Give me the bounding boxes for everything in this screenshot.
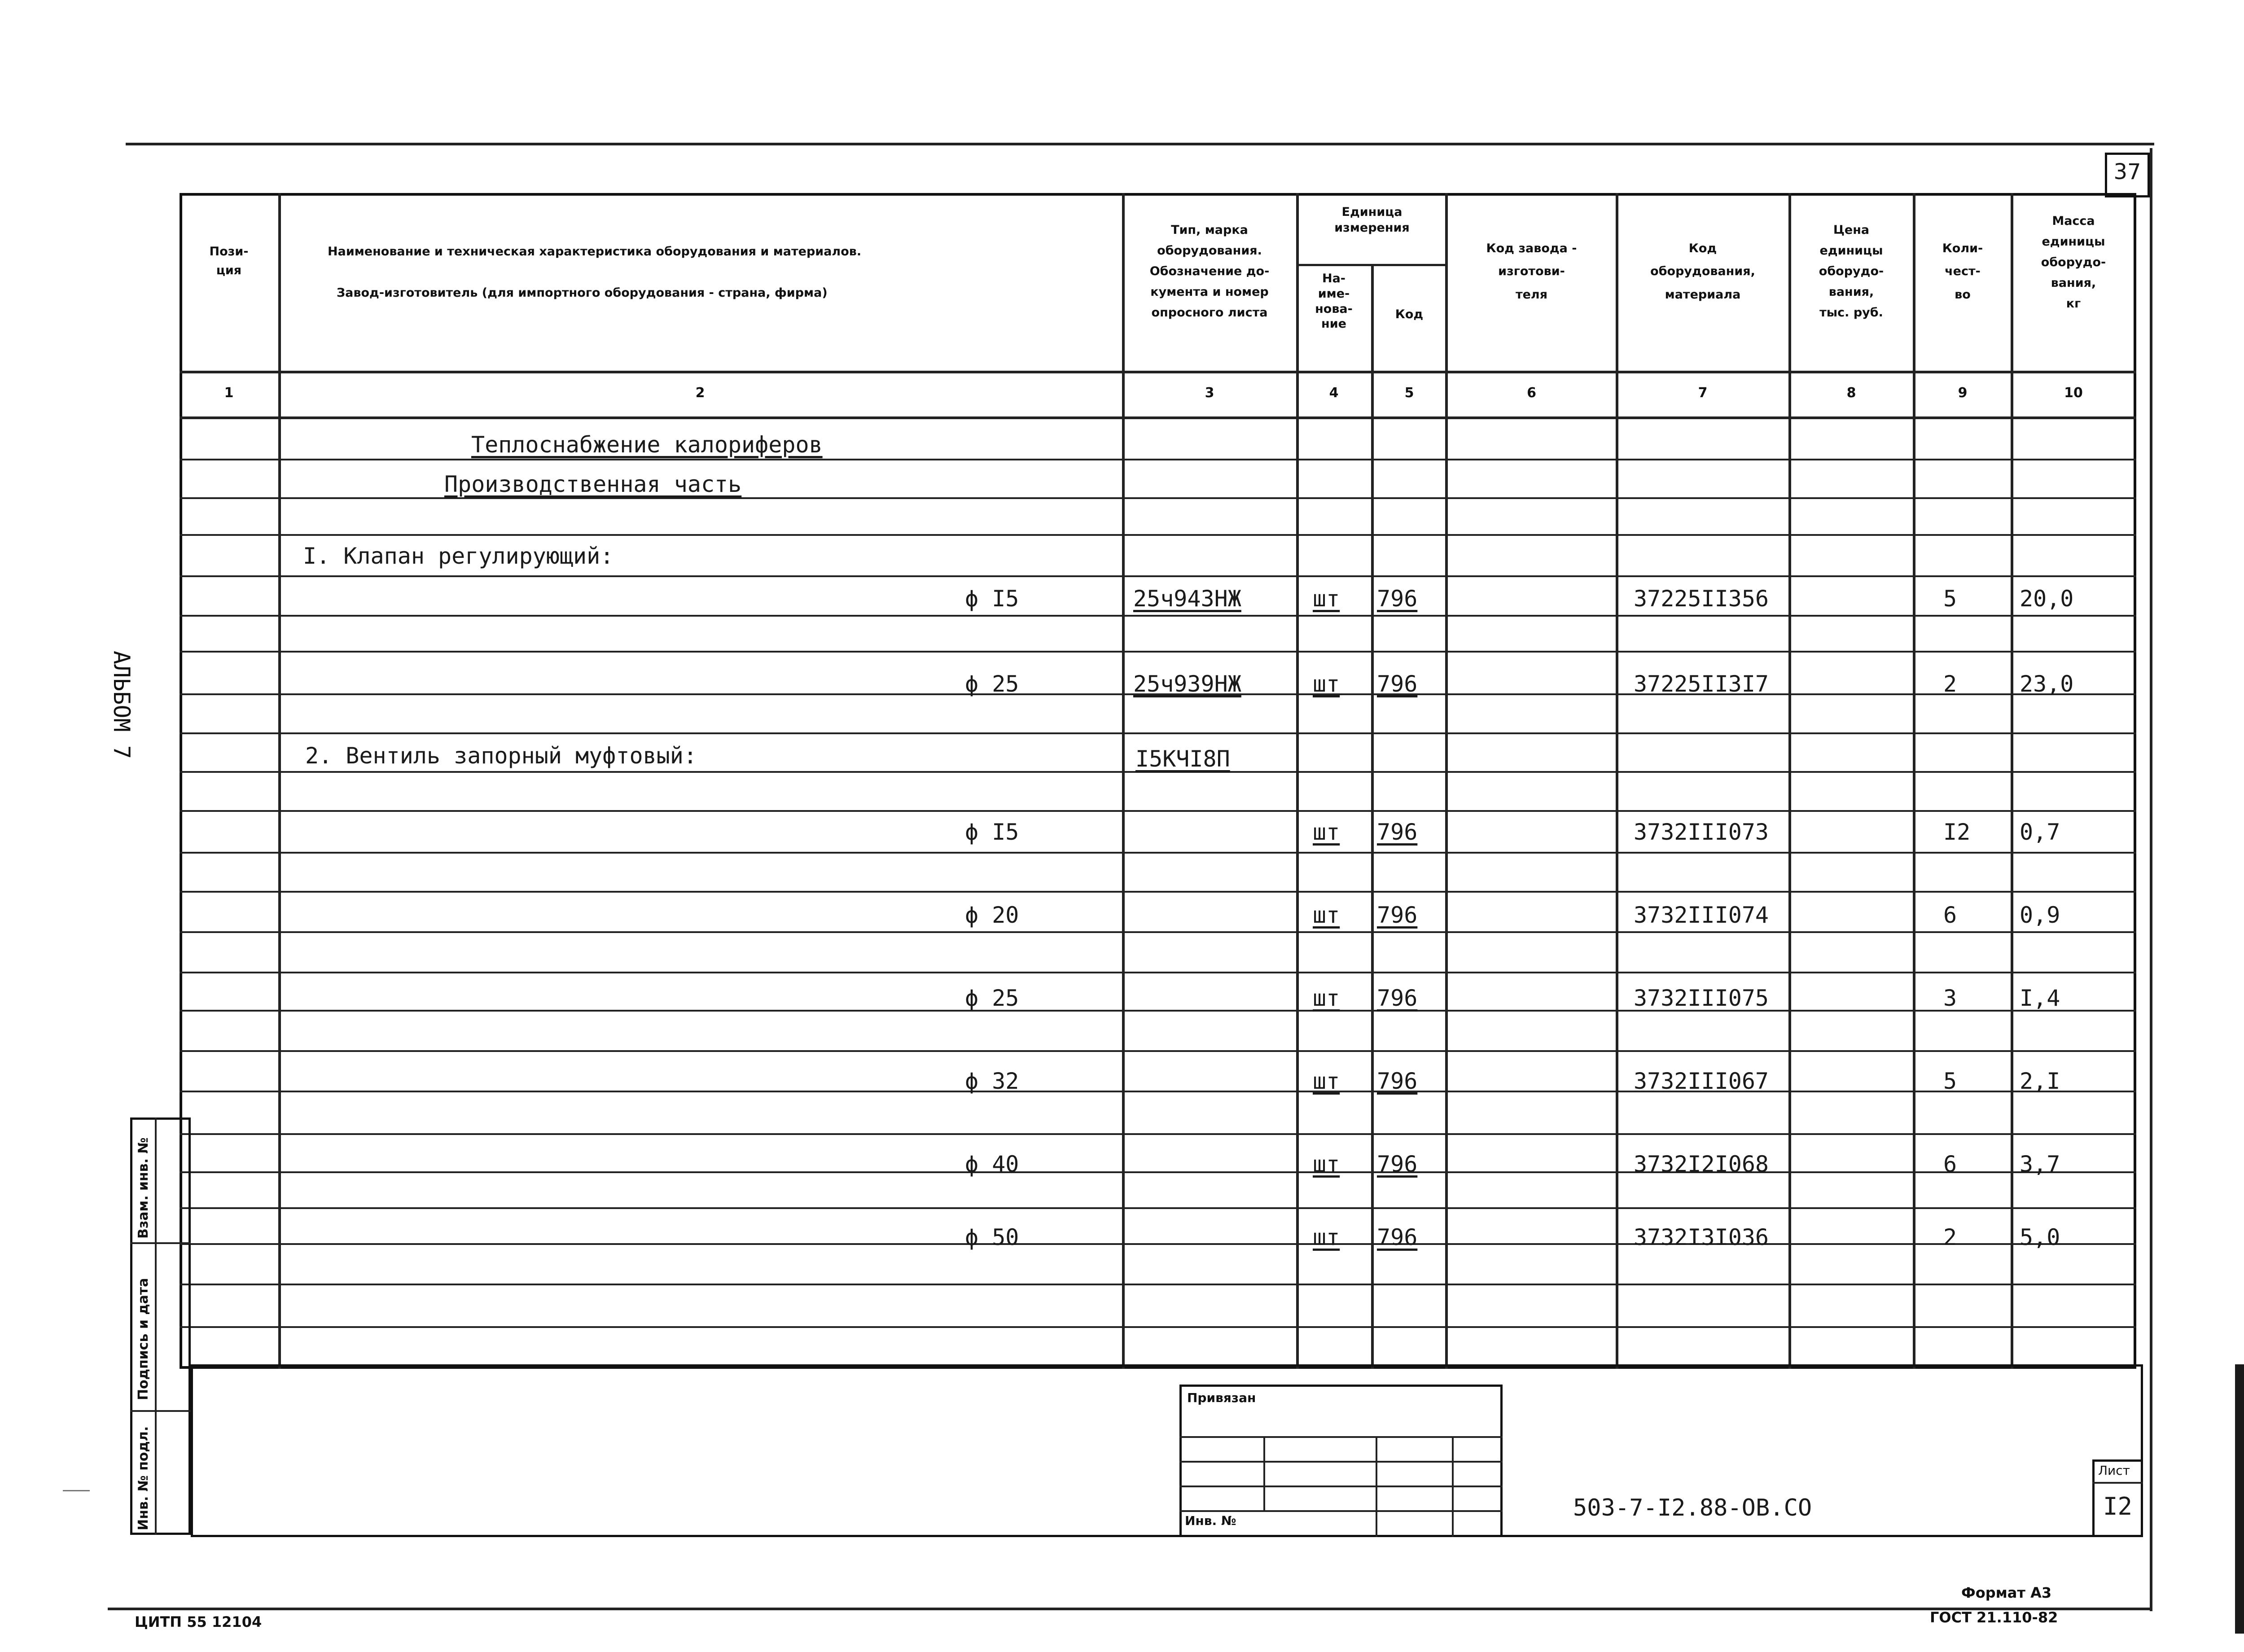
row-line-11 (180, 852, 2136, 854)
side-stamp-line-2 (130, 1410, 191, 1412)
privyazan-line-2 (1179, 1461, 1503, 1463)
row-unit-name: шт (1313, 1151, 1340, 1177)
row-unit-code: 796 (1377, 819, 1418, 845)
row-diameter: ϕ 25 (965, 671, 1019, 697)
col-line-5 (1445, 193, 1448, 1369)
col-line-7 (1788, 193, 1791, 1369)
header-unit-code: Код (1395, 307, 1424, 321)
section-title-production: Производственная часть (444, 471, 742, 497)
row-diameter: ϕ I5 (965, 586, 1019, 612)
row-equipment-code: 3732III067 (1634, 1068, 1769, 1094)
row-unit-code: 796 (1377, 1224, 1418, 1250)
row-quantity: 2 (1943, 1224, 1957, 1250)
colnum-bottom-line (180, 416, 2136, 419)
row-line-3 (180, 534, 2136, 536)
row-line-13 (180, 931, 2136, 933)
row-line-12 (180, 891, 2136, 893)
colnum-2: 2 (695, 385, 705, 401)
header-unit-name: На- име- нова- ние (1315, 272, 1353, 331)
colnum-9: 9 (1958, 385, 1968, 401)
header-price: Цена единицы оборудо- вания, тыс. руб. (1819, 223, 1884, 320)
row-diameter: ϕ 25 (965, 985, 1019, 1011)
row-unit-code: 796 (1377, 671, 1418, 697)
row-quantity: 6 (1943, 1151, 1957, 1177)
privyazan-col-2 (1376, 1436, 1377, 1537)
row-mass: 0,7 (2020, 819, 2060, 845)
row-line-4 (180, 575, 2136, 577)
colnum-10: 10 (2064, 385, 2083, 401)
colnum-6: 6 (1527, 385, 1536, 401)
row-equipment-code: 3732III073 (1634, 819, 1769, 845)
header-name-line2: Завод-изготовитель (для импортного оборудования - страна, фирма) (337, 286, 828, 300)
colnum-8: 8 (1846, 385, 1856, 401)
row-diameter: ϕ 40 (965, 1151, 1019, 1177)
privyazan-label: Привязан (1187, 1390, 1256, 1405)
sheet-label: Лист (2098, 1463, 2130, 1478)
right-border (2150, 148, 2152, 1611)
row-quantity: 3 (1943, 985, 1957, 1011)
sheet-box-divider (2092, 1482, 2143, 1484)
header-mass: Масса единицы оборудо- вания, кг (2041, 214, 2106, 311)
sheet-number: I2 (2103, 1492, 2133, 1521)
sheet-corner-number: 37 (2113, 159, 2141, 184)
col-line-4 (1371, 265, 1374, 1369)
row-line-15 (180, 1010, 2136, 1012)
side-stamp-podpis: Подпись и дата (136, 1278, 151, 1400)
scan-line-left (63, 1490, 90, 1491)
row-mass: 20,0 (2020, 586, 2074, 612)
group-valve-shutoff: 2. Вентиль запорный муфтовый: (305, 743, 697, 769)
inv-no-label: Инв. № (1185, 1513, 1236, 1528)
section-title-heating: Теплоснабжение калориферов (471, 432, 823, 458)
row-quantity: 6 (1943, 902, 1957, 928)
unit-subheader-line (1296, 264, 1446, 266)
top-border (126, 143, 2154, 145)
footer-format: Формат А3 (1961, 1584, 2052, 1601)
row-line-19 (180, 1171, 2136, 1173)
group-valve-regulating: I. Клапан регулирующий: (303, 543, 614, 569)
row-diameter: ϕ I5 (965, 819, 1019, 845)
row-mass: 2,I (2020, 1068, 2060, 1094)
main-table (180, 193, 2136, 1369)
row-line-10 (180, 810, 2136, 812)
privyazan-line-1 (1179, 1436, 1503, 1438)
col-line-2 (1122, 193, 1125, 1369)
privyazan-col-3 (1452, 1436, 1454, 1537)
row-equipment-code: 3732III075 (1634, 985, 1769, 1011)
row-unit-code: 796 (1377, 1151, 1418, 1177)
document-code: 503-7-I2.88-ОВ.СО (1573, 1494, 1812, 1521)
row-diameter: ϕ 50 (965, 1224, 1019, 1250)
row-equipment-code: 37225II356 (1634, 586, 1769, 612)
footer-gost: ГОСТ 21.110-82 (1930, 1609, 2058, 1626)
privyazan-line-4 (1179, 1510, 1503, 1512)
row-equipment-code: 3732I3I036 (1634, 1224, 1769, 1250)
row-type-mark: 25ч943НЖ (1133, 586, 1241, 612)
colnum-4: 4 (1329, 385, 1339, 401)
side-stamp-inv-podl: Инв. № подл. (136, 1426, 151, 1530)
header-quantity: Коли- чест- во (1942, 241, 1983, 302)
header-factory-code: Код завода - изготови- теля (1486, 241, 1577, 302)
row-mass: 0,9 (2020, 902, 2060, 928)
row-line-18 (180, 1133, 2136, 1135)
row-unit-name: шт (1313, 819, 1340, 845)
row-quantity: 5 (1943, 1068, 1957, 1094)
row-unit-name: шт (1313, 1068, 1340, 1094)
row-unit-code: 796 (1377, 902, 1418, 928)
header-bottom-line (180, 371, 2136, 373)
row-unit-name: шт (1313, 1224, 1340, 1250)
col-line-6 (1616, 193, 1618, 1369)
privyazan-col-1 (1263, 1436, 1265, 1510)
header-equipment-code: Код оборудования, материала (1650, 241, 1755, 302)
footer-citp: ЦИТП 55 12104 (135, 1613, 262, 1630)
row-quantity: 5 (1943, 586, 1957, 612)
colnum-3: 3 (1205, 385, 1214, 401)
header-unit-group: Единица измерения (1334, 205, 1410, 235)
row-quantity: 2 (1943, 671, 1957, 697)
colnum-1: 1 (224, 385, 234, 401)
row-unit-name: шт (1313, 985, 1340, 1011)
col-line-8 (1913, 193, 1915, 1369)
row-line-20 (180, 1207, 2136, 1209)
row-line-23 (180, 1326, 2136, 1328)
side-stamp-line-1 (130, 1242, 191, 1244)
row-diameter: ϕ 20 (965, 902, 1019, 928)
row-line-1 (180, 459, 2136, 460)
row-unit-name: шт (1313, 586, 1340, 612)
row-unit-name: шт (1313, 671, 1340, 697)
row-equipment-code: 37225II3I7 (1634, 671, 1769, 697)
row-line-17 (180, 1091, 2136, 1092)
row-line-16 (180, 1050, 2136, 1052)
row-line-6 (180, 651, 2136, 653)
bottom-border (108, 1608, 2152, 1610)
header-type: Тип, марка оборудования. Обозначение до- кумента и номер опросного листа (1149, 223, 1270, 320)
row-quantity: I2 (1943, 819, 1971, 845)
row-equipment-code: 3732I2I068 (1634, 1151, 1769, 1177)
bottom-block (191, 1364, 2143, 1537)
row-mass: 3,7 (2020, 1151, 2060, 1177)
col-line-1 (278, 193, 281, 1369)
side-album-label: АЛЬБОМ 7 (109, 651, 135, 759)
row-unit-code: 796 (1377, 1068, 1418, 1094)
scan-edge-mark (2235, 1364, 2244, 1634)
colnum-7: 7 (1698, 385, 1708, 401)
group-valve-shutoff-type: I5КЧI8П (1135, 746, 1230, 772)
colnum-5: 5 (1404, 385, 1414, 401)
row-line-8 (180, 732, 2136, 734)
header-name-line1: Наименование и техническая характеристика оборудования и материалов. (328, 245, 862, 259)
privyazan-line-3 (1179, 1485, 1503, 1487)
col-line-3 (1296, 193, 1299, 1369)
row-line-21 (180, 1243, 2136, 1245)
row-line-5 (180, 615, 2136, 617)
header-position: Пози- ция (209, 245, 249, 277)
row-diameter: ϕ 32 (965, 1068, 1019, 1094)
row-mass: 5,0 (2020, 1224, 2060, 1250)
row-unit-code: 796 (1377, 586, 1418, 612)
row-mass: 23,0 (2020, 671, 2074, 697)
side-stamp-vzam: Взам. инв. № (136, 1137, 151, 1239)
side-stamp-divider (155, 1117, 157, 1535)
row-unit-code: 796 (1377, 985, 1418, 1011)
row-mass: I,4 (2020, 985, 2060, 1011)
row-equipment-code: 3732III074 (1634, 902, 1769, 928)
row-line-22 (180, 1284, 2136, 1285)
col-line-9 (2011, 193, 2013, 1369)
row-unit-name: шт (1313, 902, 1340, 928)
row-type-mark: 25ч939НЖ (1133, 671, 1241, 697)
row-line-2 (180, 497, 2136, 499)
row-line-14 (180, 972, 2136, 973)
